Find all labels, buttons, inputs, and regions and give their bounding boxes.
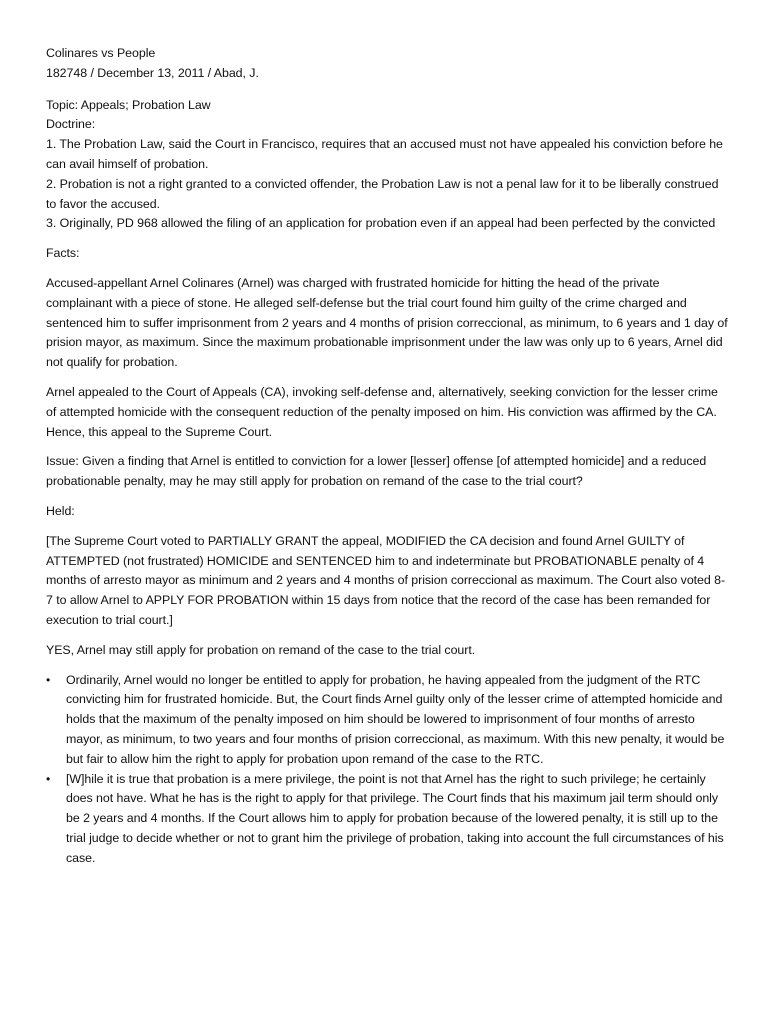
doctrine-item: 3. Originally, PD 968 allowed the filing of an application for probation even if an appeal had been perfected by the convicted [46, 216, 716, 231]
case-title: Colinares vs People [46, 46, 156, 60]
topic-line: Topic: Appeals; Probation Law [46, 97, 211, 112]
bullet-icon: • [46, 672, 51, 687]
bullet-icon: • [46, 771, 51, 786]
list-item [46, 770, 728, 869]
issue-paragraph: Issue: Given a finding that Arnel is entitled to conviction for a lower [lesser] offense [of attempted homicide] and a reduced probationable penalty, may he may still apply for probation on remand of the case to the trial court? [46, 454, 707, 489]
doctrine-label: Doctrine: [46, 117, 96, 132]
case-citation: 182748 / December 13, 2011 / Abad, J. [46, 65, 259, 80]
held-answer: YES, Arnel may still apply for probation on remand of the case to the trial court. [46, 642, 476, 657]
document-page [46, 44, 728, 868]
bullet-text: Ordinarily, Arnel would no longer be entitled to apply for probation, he having appealed from the judgment of the RTC convicting him for frustrated homicide. But, the Court finds Arnel guilty only of the lesser crime of attempted homicide and holds that the maximum of the penalty imposed on him should be lowered to imprisonment of four months of arresto mayor, as minimum, to two years and four months of prision correccional, as maximum. With this new penalty, it would be but fair to allow him the right to apply for probation upon remand of the case to the RTC. [66, 672, 725, 766]
facts-label: Facts: [46, 246, 80, 261]
doctrine-item: 1. The Probation Law, said the Court in Francisco, requires that an accused must not have appealed his conviction before he can avail himself of probation. [46, 137, 723, 171]
facts-paragraph: Arnel appealed to the Court of Appeals (CA), invoking self-defense and, alternatively, seeking conviction for the lesser crime of attempted homicide with the consequent reduction of the penalty imposed on him. His conviction was affirmed by the CA. Hence, this appeal to the Supreme Court. [46, 384, 718, 439]
spacer [46, 84, 728, 96]
held-label: Held: [46, 503, 75, 518]
held-summary: [The Supreme Court voted to PARTIALLY GRANT the appeal, MODIFIED the CA decision and found Arnel GUILTY of ATTEMPTED (not frustrated) HOMICIDE and SENTENCED him to and indeterminate but PROBATIONABLE penalty of 4 months of arresto mayor as minimum and 2 years and 4 months of prision correccional as maximum. The Court also voted 8-7 to allow Arnel to APPLY FOR PROBATION within 15 days from notice that the record of the case has been remanded for execution to trial court.] [46, 533, 726, 627]
list-item [46, 671, 728, 770]
doctrine-item: 2. Probation is not a right granted to a convicted offender, the Probation Law is not a penal law for it to be liberally construed to favor the accused. [46, 176, 719, 211]
doctrine-section [46, 115, 728, 234]
held-bullet-list [46, 671, 728, 869]
facts-paragraph: Accused-appellant Arnel Colinares (Arnel) was charged with frustrated homicide for hitting the head of the private complainant with a piece of stone. He alleged self-defense but the trial court found him guilty of the crime charged and sentenced him to suffer imprisonment from 2 years and 4 months of prision correccional, as minimum, to 6 years and 1 day of prision mayor, as maximum. Since the maximum probationable imprisonment under the law was only up to 6 years, Arnel did not qualify for probation. [46, 275, 728, 370]
bullet-text: [W]hile it is true that probation is a mere privilege, the point is not that Arnel has the right to such privilege; he certainly does not have. What he has is the right to apply for that privilege. The Court finds that his maximum jail term should only be 2 years and 4 months. If the Court allows him to apply for probation because of the lowered penalty, it is still up to the trial judge to decide whether or not to grant him the privilege of probation, taking into account the full circumstances of his case. [66, 771, 724, 865]
